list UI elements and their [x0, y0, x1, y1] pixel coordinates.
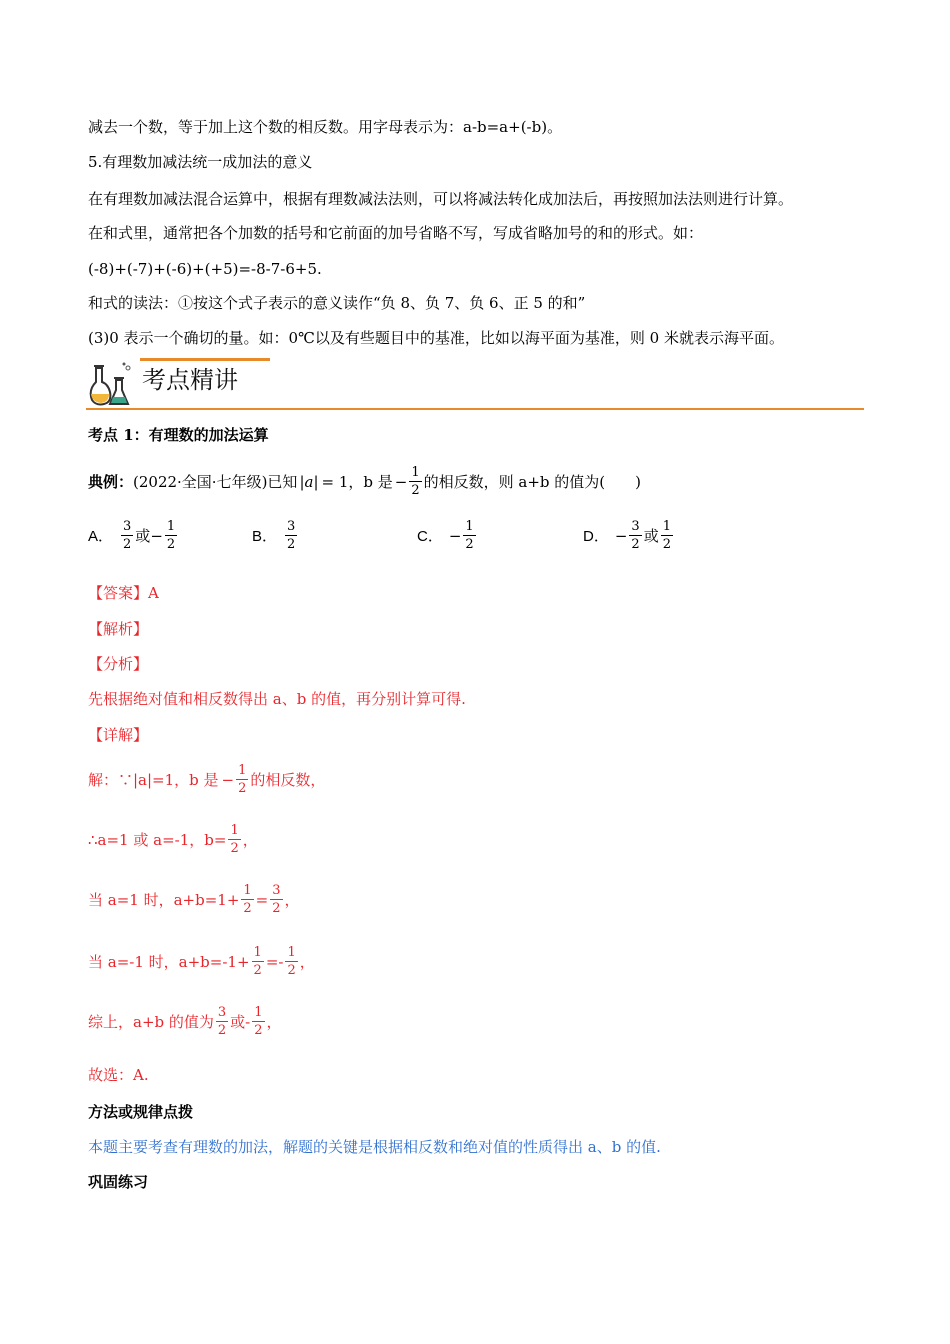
step1-frac: $\frac{1}{2}$: [238, 763, 247, 796]
option-c-label: C．: [417, 528, 443, 545]
option-a-neg: −: [150, 526, 163, 545]
fenxi-heading: 【分析】: [88, 655, 149, 673]
fraction: $\frac{1}{2}$: [411, 465, 420, 498]
minus-sign: −: [394, 472, 408, 491]
option-a-frac-2: $\frac{1}{2}$: [166, 519, 176, 552]
example-source: (2022·全国·七年级)已知: [133, 472, 298, 491]
solution-step-2: ∴a=1 或 a=-1，b= $\frac{1}{2}$ ，: [88, 823, 258, 856]
option-d-neg: −: [614, 526, 628, 545]
method-title: 方法或规律点拨: [88, 1103, 194, 1121]
intro-line-4: 在和式里，通常把各个加数的括号和它前面的加号省略不写，写成省略加号的和的形式。如：: [88, 224, 704, 242]
section-title: 考点 1：有理数的加法运算: [88, 426, 269, 444]
option-a-or: 或: [135, 527, 151, 545]
solution-step-5: 综上，a+b 的值为 $\frac{3}{2}$ 或- $\frac{1}{2}$ ，: [88, 1005, 282, 1038]
example-question: [88, 466, 641, 497]
method-text: 本题主要考查有理数的加法，解题的关键是根据相反数和绝对值的性质得出 a、b 的值.: [88, 1138, 661, 1156]
intro-line-7: (3)0 表示一个确切的量。如：0℃以及有些题目中的基准，比如以海平面为基准，则 0 米就表示海平面。: [88, 329, 784, 347]
flask-icon: [86, 360, 132, 408]
option-d-frac-2: $\frac{1}{2}$: [662, 519, 671, 552]
eq-one: = 1: [321, 472, 349, 491]
step3-frac-2: $\frac{3}{2}$: [272, 883, 281, 916]
example-label: 典例：: [88, 472, 134, 491]
intro-line-1: 减去一个数，等于加上这个数的相反数。用字母表示为：a-b=a+(-b)。: [88, 118, 563, 136]
option-a[interactable]: [88, 520, 179, 551]
intro-line-2: 5.有理数加减法统一成加法的意义: [88, 153, 313, 171]
intro-line-5: (-8)+(-7)+(-6)+(+5)=-8-7-6+5.: [88, 260, 322, 278]
jiexi-heading: 【解析】: [88, 620, 149, 638]
abs-expression: |a|: [299, 472, 319, 491]
abs-var: a: [304, 472, 314, 491]
option-c-frac: $\frac{1}{2}$: [465, 519, 474, 552]
answer-line: 【答案】A: [88, 584, 159, 602]
option-a-label: A．: [88, 528, 114, 545]
option-d-frac-1: $\frac{3}{2}$: [631, 519, 640, 552]
xiangjie-heading: 【详解】: [88, 726, 149, 744]
banner-rule: [86, 408, 864, 410]
option-d-or: 或: [643, 527, 659, 545]
example-tail: 的相反数，则 a+b 的值为( ): [423, 472, 641, 491]
step5-frac-2: $\frac{1}{2}$: [254, 1005, 263, 1038]
banner-title: 考点精讲: [142, 366, 238, 394]
b-is: ，b 是: [348, 472, 393, 491]
solution-choice: 故选：A.: [88, 1066, 149, 1084]
practice-title: 巩固练习: [88, 1173, 149, 1191]
section-banner: [86, 358, 864, 410]
solution-step-1: 解：∵|a|=1，b 是 − $\frac{1}{2}$ 的相反数，: [88, 763, 326, 796]
step4-frac-2: $\frac{1}{2}$: [287, 945, 296, 978]
step3-frac-1: $\frac{1}{2}$: [243, 883, 252, 916]
option-a-frac-1: $\frac{3}{2}$: [123, 519, 132, 552]
solution-step-4: 当 a=-1 时，a+b=-1+ $\frac{1}{2}$ =- $\frac{1}{2}$ ，: [88, 945, 315, 978]
option-b-frac: $\frac{3}{2}$: [287, 519, 296, 552]
intro-line-3: 在有理数加减法混合运算中，根据有理数减法法则，可以将减法转化成加法后，再按照加法法则进行计算。: [88, 190, 794, 208]
option-c[interactable]: [417, 520, 478, 551]
intro-line-6: 和式的读法：①按这个式子表示的意义读作“负 8、负 7、负 6、正 5 的和”: [88, 294, 586, 312]
step5-frac-1: $\frac{3}{2}$: [217, 1005, 227, 1038]
option-d-label: D．: [583, 528, 609, 545]
option-b-label: B．: [252, 528, 278, 545]
fenxi-text: 先根据绝对值和相反数得出 a、b 的值，再分别计算可得.: [88, 690, 466, 708]
option-b[interactable]: [252, 520, 299, 551]
option-d[interactable]: [583, 520, 675, 551]
solution-step-3: 当 a=1 时，a+b=1+ $\frac{1}{2}$ = $\frac{3}{2}$ ，: [88, 883, 300, 916]
step4-frac-1: $\frac{1}{2}$: [253, 945, 262, 978]
step2-frac: $\frac{1}{2}$: [230, 823, 239, 856]
option-c-neg: −: [448, 526, 462, 545]
